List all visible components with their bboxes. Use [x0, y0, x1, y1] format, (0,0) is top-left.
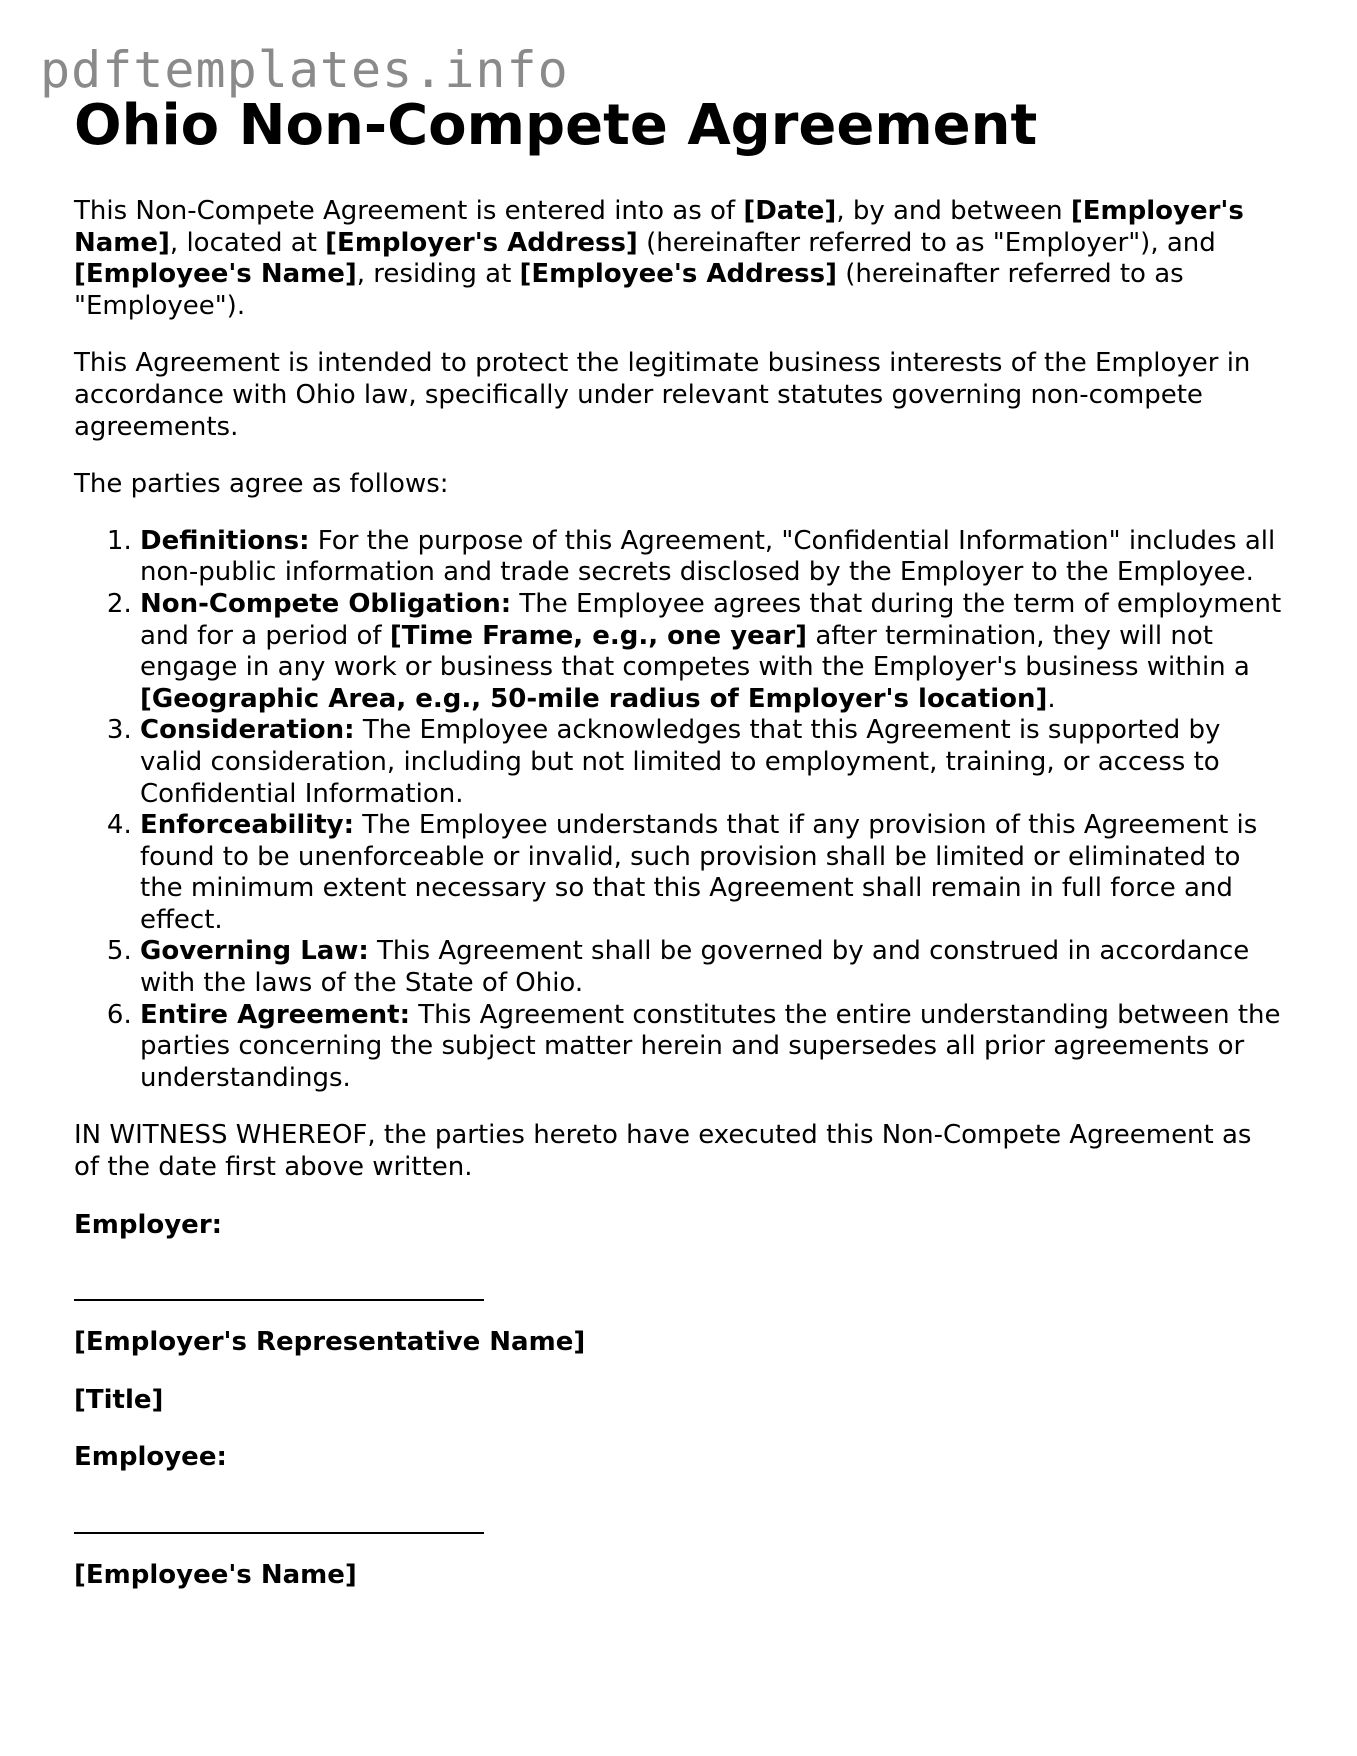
employer-signature-label: Employer:	[74, 1209, 223, 1240]
time-frame-placeholder: [Time Frame, e.g., one year]	[389, 620, 808, 651]
witness-paragraph: IN WITNESS WHEREOF, the parties hereto have executed this Non-Compete Agreement as of the date first above written.	[74, 1120, 1252, 1183]
employee-name-placeholder: [Employee's Name]	[74, 259, 357, 290]
clause-governing-law: 5. Governing Law: This Agreement shall be governed by and construed in accordance with the laws of the State of Ohio.	[140, 936, 1284, 999]
clause-consideration: 3. Consideration: The Employee acknowledges that this Agreement is supported by valid consideration, including but not limited to employment, training, or access to Confidential Information.	[140, 715, 1284, 810]
clauses-list	[74, 526, 1284, 1095]
geographic-area-placeholder: [Geographic Area, e.g., 50-mile radius of Employer's location]	[140, 683, 1048, 714]
purpose-paragraph: This Agreement is intended to protect the legitimate business interests of the Employer in accordance with Ohio law, specifically under relevant statutes governing non-compete agreements.	[74, 348, 1251, 442]
agree-intro: The parties agree as follows:	[74, 469, 449, 500]
document-title: Ohio Non-Compete Agreement	[74, 93, 1038, 158]
intro-paragraph: This Non-Compete Agreement is entered into as of [Date], by and between [Employer's Name], located at [Employer's Address] (hereinafter referred to as "Employer"), and [Employee's Name], residing at [Employee's Address] (hereinafter referred to as "Employee").	[74, 196, 1244, 321]
employee-signature-line[interactable]	[74, 1520, 484, 1534]
clause-entire-agreement: 6. Entire Agreement: This Agreement constitutes the entire understanding between the parties concerning the subject matter herein and supersedes all prior agreements or understandings.	[140, 1000, 1284, 1095]
employee-signature-label: Employee:	[74, 1442, 227, 1473]
date-placeholder: [Date]	[743, 196, 837, 226]
employee-signature-name: [Employee's Name]	[74, 1560, 357, 1590]
clause-enforceability: 4. Enforceability: The Employee understands that if any provision of this Agreement is found to be unenforceable or invalid, such provision shall be limited or eliminated to the minimum extent necessary so that this Agreement shall remain in full force and effect.	[140, 810, 1284, 936]
employer-signature-line[interactable]	[74, 1287, 484, 1301]
employer-representative-name: [Employer's Representative Name]	[74, 1327, 586, 1358]
clause-definitions: 1. Definitions: For the purpose of this Agreement, "Confidential Information" includes all non-public information and trade secrets disclosed by the Employer to the Employee.	[140, 526, 1284, 589]
document-page	[74, 92, 1284, 1592]
clause-non-compete-obligation: 2. Non-Compete Obligation: The Employee agrees that during the term of employment and for a period of [Time Frame, e.g., one year] after termination, they will not engage in any work or business that competes with the Employer's business within a [Geographic Area, e.g., 50-mile radius of Employer's location].	[140, 589, 1284, 715]
employee-address-placeholder: [Employee's Address]	[519, 259, 837, 290]
watermark: pdftemplates.info	[40, 41, 569, 99]
employer-address-placeholder: [Employer's Address]	[325, 227, 638, 258]
employer-title: [Title]	[74, 1384, 164, 1415]
employer-name-placeholder: [Employer's Name]	[74, 196, 1244, 258]
